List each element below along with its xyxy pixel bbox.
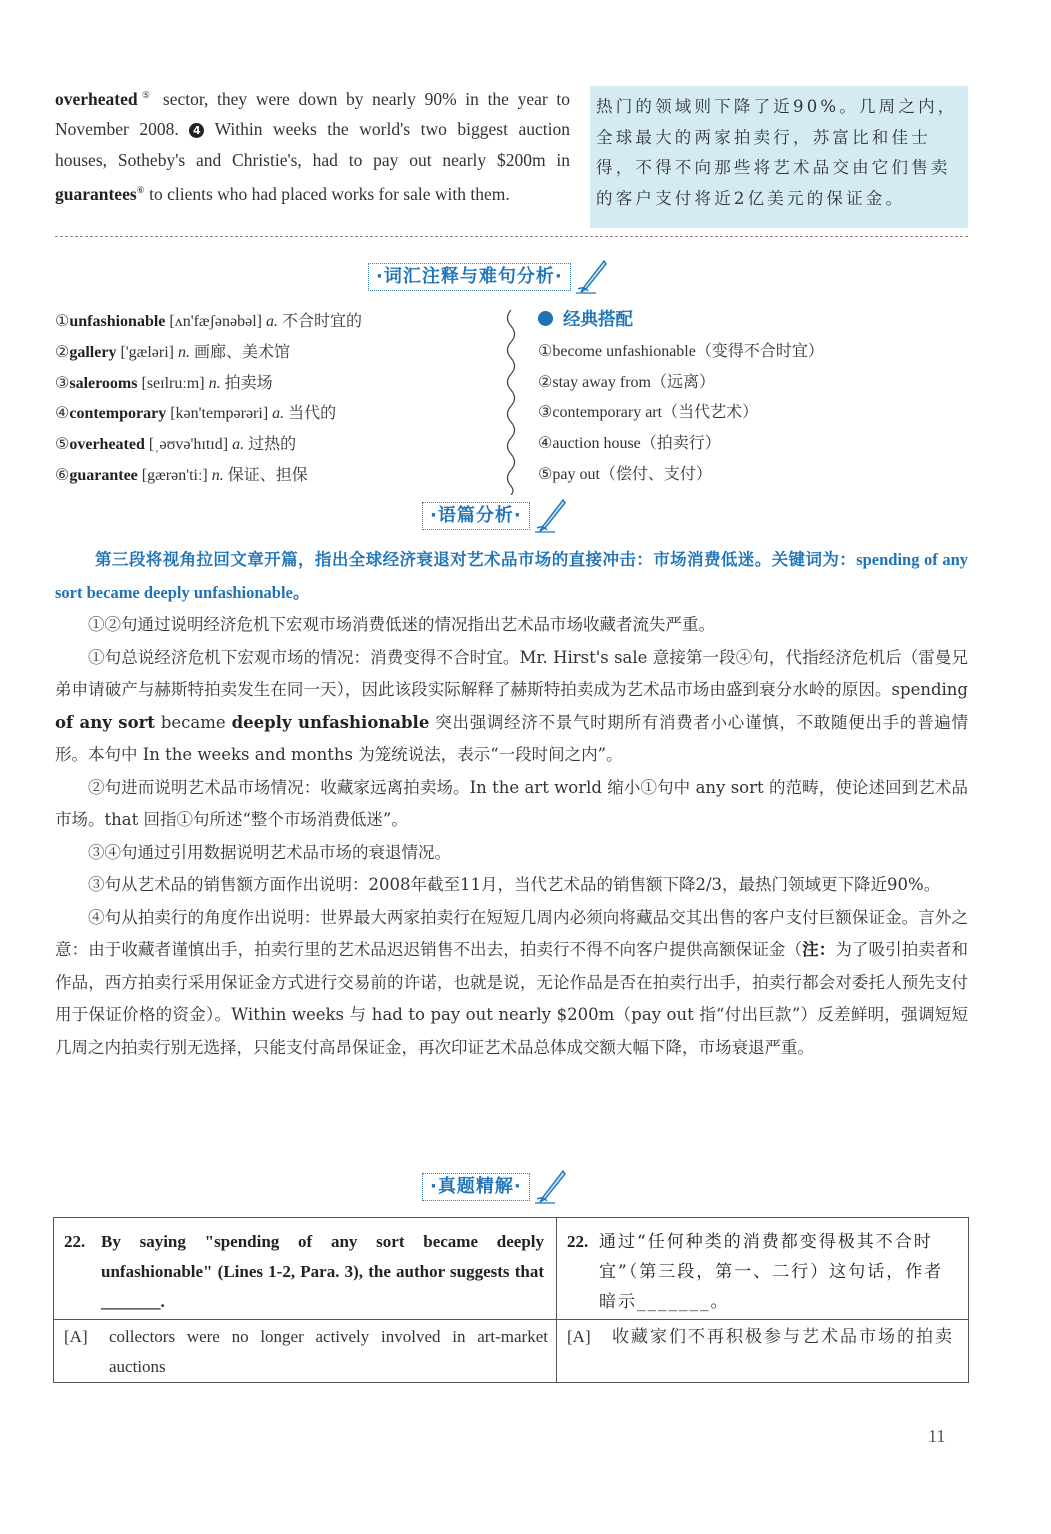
passage-text: to clients who had placed works for sale with them. [144, 184, 510, 205]
discourse-section-header [422, 501, 567, 531]
page-number: 11 [928, 1426, 946, 1446]
analysis-paragraph: ①句总说经济危机下宏观市场的情况：消费变得不合时宜。Mr. Hirst's sale 意接第一段④句，代指经济危机后（雷曼兄弟申请破产与赫斯特拍卖发生在同一天），因此该段实际解释了赫斯特拍卖成为艺术品市场由盛到衰分水岭的原因。spending of any sort became deeply unfashionable 突出强调经济不景气时期所有消费者小心谨慎，不敢随便出手的普遍情形。本句中 In the weeks and months 为笼统说法，表示“一段时间之内”。 [55, 647, 968, 764]
english-passage [55, 80, 570, 210]
collocation-item: ①become unfashionable（变得不合时宜） [538, 342, 824, 360]
pen-icon [574, 259, 608, 295]
exam-section-header [422, 1172, 567, 1202]
table-row [54, 1218, 969, 1320]
vocab-section-header [368, 262, 608, 292]
vocab-item: ③salerooms [seɪlruːm] n. 拍卖场 [55, 374, 273, 392]
question-stem-en: 22. By saying "spending of any sort became deeply unfashionable" (Lines 1-2, Para. 3), the author suggests that _______. [54, 1218, 557, 1320]
analysis-paragraph: ③④句通过引用数据说明艺术品市场的衰退情况。 [88, 842, 451, 862]
analysis-paragraph: ①②句通过说明经济危机下宏观市场消费低迷的情况指出艺术品市场收藏者流失严重。 [88, 615, 715, 634]
vocab-list [55, 307, 505, 492]
vocab-item: ④contemporary [kən'tempərəri] a. 当代的 [55, 405, 337, 423]
option-a-cn: [A] 收藏家们不再积极参与艺术品市场的拍卖 [557, 1320, 969, 1383]
analysis-paragraph: ②句进而说明艺术品市场情况：收藏家远离拍卖场。In the art world 缩小①句中 any sort 的范畴，使论述回到艺术品市场。that 回指①句所述“整个市场消费低迷”。 [55, 777, 968, 829]
passage-text: sector, they were down by nearly 90% in the year to November 2008. [55, 88, 570, 140]
collocation-title: 经典搭配 [538, 305, 958, 337]
analysis-paragraph: ③句从艺术品的销售额方面作出说明：2008年截至11月，当代艺术品的销售额下降2/3，最热门领域更下降近90%。 [88, 875, 941, 894]
collocation-item: ③contemporary art（当代艺术） [538, 404, 759, 422]
section-title: ·真题精解· [422, 1173, 530, 1201]
keyword: guarantees [55, 184, 137, 205]
discourse-analysis [55, 544, 968, 1064]
vocab-item: ⑥guarantee [gærən'tiː] n. 保证、担保 [55, 466, 308, 484]
bullet-icon [538, 311, 553, 326]
collocation-item: ②stay away from（远离） [538, 373, 715, 391]
option-a-en: [A] collectors were no longer actively involved in art-market auctions [54, 1320, 557, 1383]
question-table [53, 1217, 969, 1383]
keyword: overheated [55, 88, 138, 109]
translation-box [590, 86, 968, 228]
vocab-item: ①unfashionable [ʌn'fæʃənəbəl] a. 不合时宜的 [55, 313, 363, 330]
collocation-list [538, 305, 958, 491]
analysis-lead: 第三段将视角拉回文章开篇，指出全球经济衰退对艺术品市场的直接冲击：市场消费低迷。关键词为：spending of any sort became deeply unfashionable。 [55, 550, 968, 602]
translation-text: 热门的领域则下降了近90%。几周之内，全球最大的两家拍卖行，苏富比和佳士得，不得不向那些将艺术品交由它们售卖的客户支付将近2亿美元的保证金。 [596, 97, 958, 208]
vocab-item: ⑤overheated [ˌəʊvə'hɪtɪd] a. 过热的 [55, 436, 297, 454]
table-row [54, 1320, 969, 1383]
footnote-mark: ⑤ [137, 90, 155, 100]
pen-icon [533, 1169, 567, 1205]
vocab-item: ②gallery ['gæləri] n. 画廊、美术馆 [55, 343, 290, 361]
section-title: ·语篇分析· [422, 502, 530, 530]
passage-text: Within weeks the world's two biggest auction houses, Sotheby's and Christie's, had to pay out nearly $200m in [55, 119, 570, 170]
sentence-number-badge: 4 [189, 123, 204, 138]
section-divider [55, 236, 968, 237]
wavy-divider [501, 310, 521, 495]
footnote-mark: ⑥ [136, 185, 145, 196]
collocation-item: ⑤pay out（偿付、支付） [538, 465, 712, 483]
analysis-paragraph: ④句从拍卖行的角度作出说明：世界最大两家拍卖行在短短几周内必须向将藏品交其出售的客户支付巨额保证金。言外之意：由于收藏者谨慎出手，拍卖行里的艺术品迟迟销售不出去，拍卖行不得不向客户提供高额保证金（注：为了吸引拍卖者和作品，西方拍卖行采用保证金方式进行交易前的许诺，也就是说，无论作品是否在拍卖行出手，拍卖行都会对委托人预先支付用于保证价格的资金）。Within weeks 与 had to pay out nearly $200m（pay out 指“付出巨款”）反差鲜明，强调短短几周之内拍卖行别无选择，只能支付高昂保证金，再次印证艺术品总体成交额大幅下降，市场衰退严重。 [55, 907, 969, 1057]
question-stem-cn: 22. 通过“任何种类的消费都变得极其不合时宜”（第三段，第一、二行）这句话，作者暗示_______。 [557, 1218, 969, 1320]
section-title: ·词汇注释与难句分析· [368, 263, 571, 291]
pen-icon [533, 498, 567, 534]
collocation-item: ④auction house（拍卖行） [538, 435, 721, 453]
